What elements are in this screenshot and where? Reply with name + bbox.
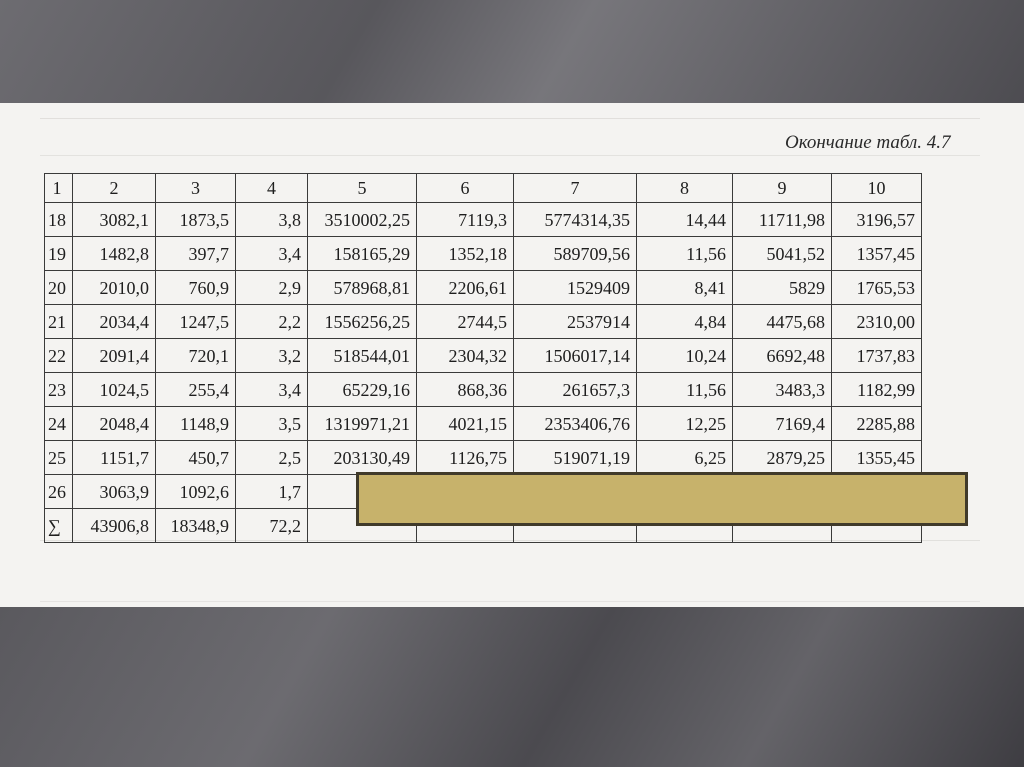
table-cell: 589709,56: [514, 237, 637, 271]
table-cell: 18: [45, 203, 73, 237]
table-cell: 11711,98: [733, 203, 832, 237]
table-cell: 1151,7: [73, 441, 156, 475]
table-cell: 2310,00: [832, 305, 922, 339]
table-cell: 1352,18: [417, 237, 514, 271]
column-header-cell: 7: [514, 174, 637, 203]
table-cell: 8,41: [637, 271, 733, 305]
table-cell: 2,5: [236, 441, 308, 475]
table-cell: 21: [45, 305, 73, 339]
slide-top-band: [0, 0, 1024, 103]
table-cell: 11,56: [637, 237, 733, 271]
table-row: [45, 441, 922, 475]
table-cell: 4,84: [637, 305, 733, 339]
table-cell: 3510002,25: [308, 203, 417, 237]
table-cell: 6692,48: [733, 339, 832, 373]
table-cell: 1182,99: [832, 373, 922, 407]
table-cell: 2285,88: [832, 407, 922, 441]
table-cell: 20: [45, 271, 73, 305]
table-row: [45, 237, 922, 271]
table-cell: 65229,16: [308, 373, 417, 407]
table-cell: ∑: [45, 509, 73, 543]
table-cell: 2353406,76: [514, 407, 637, 441]
table-cell: 760,9: [156, 271, 236, 305]
table-cell: 2,9: [236, 271, 308, 305]
table-cell: 1529409: [514, 271, 637, 305]
table-cell: 1092,6: [156, 475, 236, 509]
table-cell: 868,36: [417, 373, 514, 407]
table-cell: 3196,57: [832, 203, 922, 237]
table-cell: 2034,4: [73, 305, 156, 339]
table-cell: 43906,8: [73, 509, 156, 543]
column-header-cell: 5: [308, 174, 417, 203]
table-cell: 1357,45: [832, 237, 922, 271]
table-cell: 1482,8: [73, 237, 156, 271]
table-cell: 1873,5: [156, 203, 236, 237]
table-caption: Окончание табл. 4.7: [785, 132, 951, 153]
table-cell: 18348,9: [156, 509, 236, 543]
table-row: [45, 339, 922, 373]
table-row: [45, 305, 922, 339]
table-cell: 2,2: [236, 305, 308, 339]
table-cell: 22: [45, 339, 73, 373]
table-cell: 3082,1: [73, 203, 156, 237]
table-cell: 23: [45, 373, 73, 407]
bleed-through-lines-bottom: [40, 540, 980, 602]
table-cell: 2048,4: [73, 407, 156, 441]
table-cell: 5829: [733, 271, 832, 305]
table-cell: 1355,45: [832, 441, 922, 475]
column-header-cell: 4: [236, 174, 308, 203]
table-cell: 2091,4: [73, 339, 156, 373]
table-row: [45, 203, 922, 237]
table-cell: 1506017,14: [514, 339, 637, 373]
table-cell: 24: [45, 407, 73, 441]
table-cell: 19: [45, 237, 73, 271]
column-header-cell: 8: [637, 174, 733, 203]
table-cell: 2744,5: [417, 305, 514, 339]
table-cell: 4021,15: [417, 407, 514, 441]
table-cell: 3,4: [236, 237, 308, 271]
table-cell: 6,25: [637, 441, 733, 475]
table-cell: 2304,32: [417, 339, 514, 373]
table-cell: 1765,53: [832, 271, 922, 305]
table-cell: 1148,9: [156, 407, 236, 441]
highlight-overlay-box: [356, 472, 968, 526]
table-cell: 4475,68: [733, 305, 832, 339]
table-cell: 5041,52: [733, 237, 832, 271]
table-cell: 2010,0: [73, 271, 156, 305]
table-cell: 3063,9: [73, 475, 156, 509]
table-cell: 2206,61: [417, 271, 514, 305]
slide-bottom-band: [0, 607, 1024, 767]
table-cell: 450,7: [156, 441, 236, 475]
table-cell: 3,5: [236, 407, 308, 441]
table-cell: 3,4: [236, 373, 308, 407]
table-cell: 3,2: [236, 339, 308, 373]
table-cell: 3483,3: [733, 373, 832, 407]
table-cell: 158165,29: [308, 237, 417, 271]
column-header-cell: 1: [45, 174, 73, 203]
table-cell: 518544,01: [308, 339, 417, 373]
table-cell: 2537914: [514, 305, 637, 339]
table-cell: 1319971,21: [308, 407, 417, 441]
table-cell: 12,25: [637, 407, 733, 441]
table-cell: 26: [45, 475, 73, 509]
column-header-cell: 10: [832, 174, 922, 203]
table-cell: 5774314,35: [514, 203, 637, 237]
column-header-cell: 2: [73, 174, 156, 203]
table-row: [45, 373, 922, 407]
table-cell: 578968,81: [308, 271, 417, 305]
table-cell: 720,1: [156, 339, 236, 373]
table-cell: 397,7: [156, 237, 236, 271]
table-cell: 2879,25: [733, 441, 832, 475]
table-row: [45, 271, 922, 305]
table-header-row: [45, 174, 922, 203]
table-cell: 255,4: [156, 373, 236, 407]
table-cell: 1556256,25: [308, 305, 417, 339]
table-cell: 519071,19: [514, 441, 637, 475]
table-cell: 1126,75: [417, 441, 514, 475]
table-cell: 1024,5: [73, 373, 156, 407]
table-cell: 1247,5: [156, 305, 236, 339]
column-header-cell: 9: [733, 174, 832, 203]
table-cell: 14,44: [637, 203, 733, 237]
table-cell: 11,56: [637, 373, 733, 407]
column-header-cell: 3: [156, 174, 236, 203]
table-cell: 1737,83: [832, 339, 922, 373]
table-cell: 261657,3: [514, 373, 637, 407]
column-header-cell: 6: [417, 174, 514, 203]
table-cell: 7119,3: [417, 203, 514, 237]
table-cell: 72,2: [236, 509, 308, 543]
table-cell: 203130,49: [308, 441, 417, 475]
table-cell: 1,7: [236, 475, 308, 509]
table-row: [45, 407, 922, 441]
table-cell: 7169,4: [733, 407, 832, 441]
table-cell: 25: [45, 441, 73, 475]
table-cell: 3,8: [236, 203, 308, 237]
table-cell: 10,24: [637, 339, 733, 373]
